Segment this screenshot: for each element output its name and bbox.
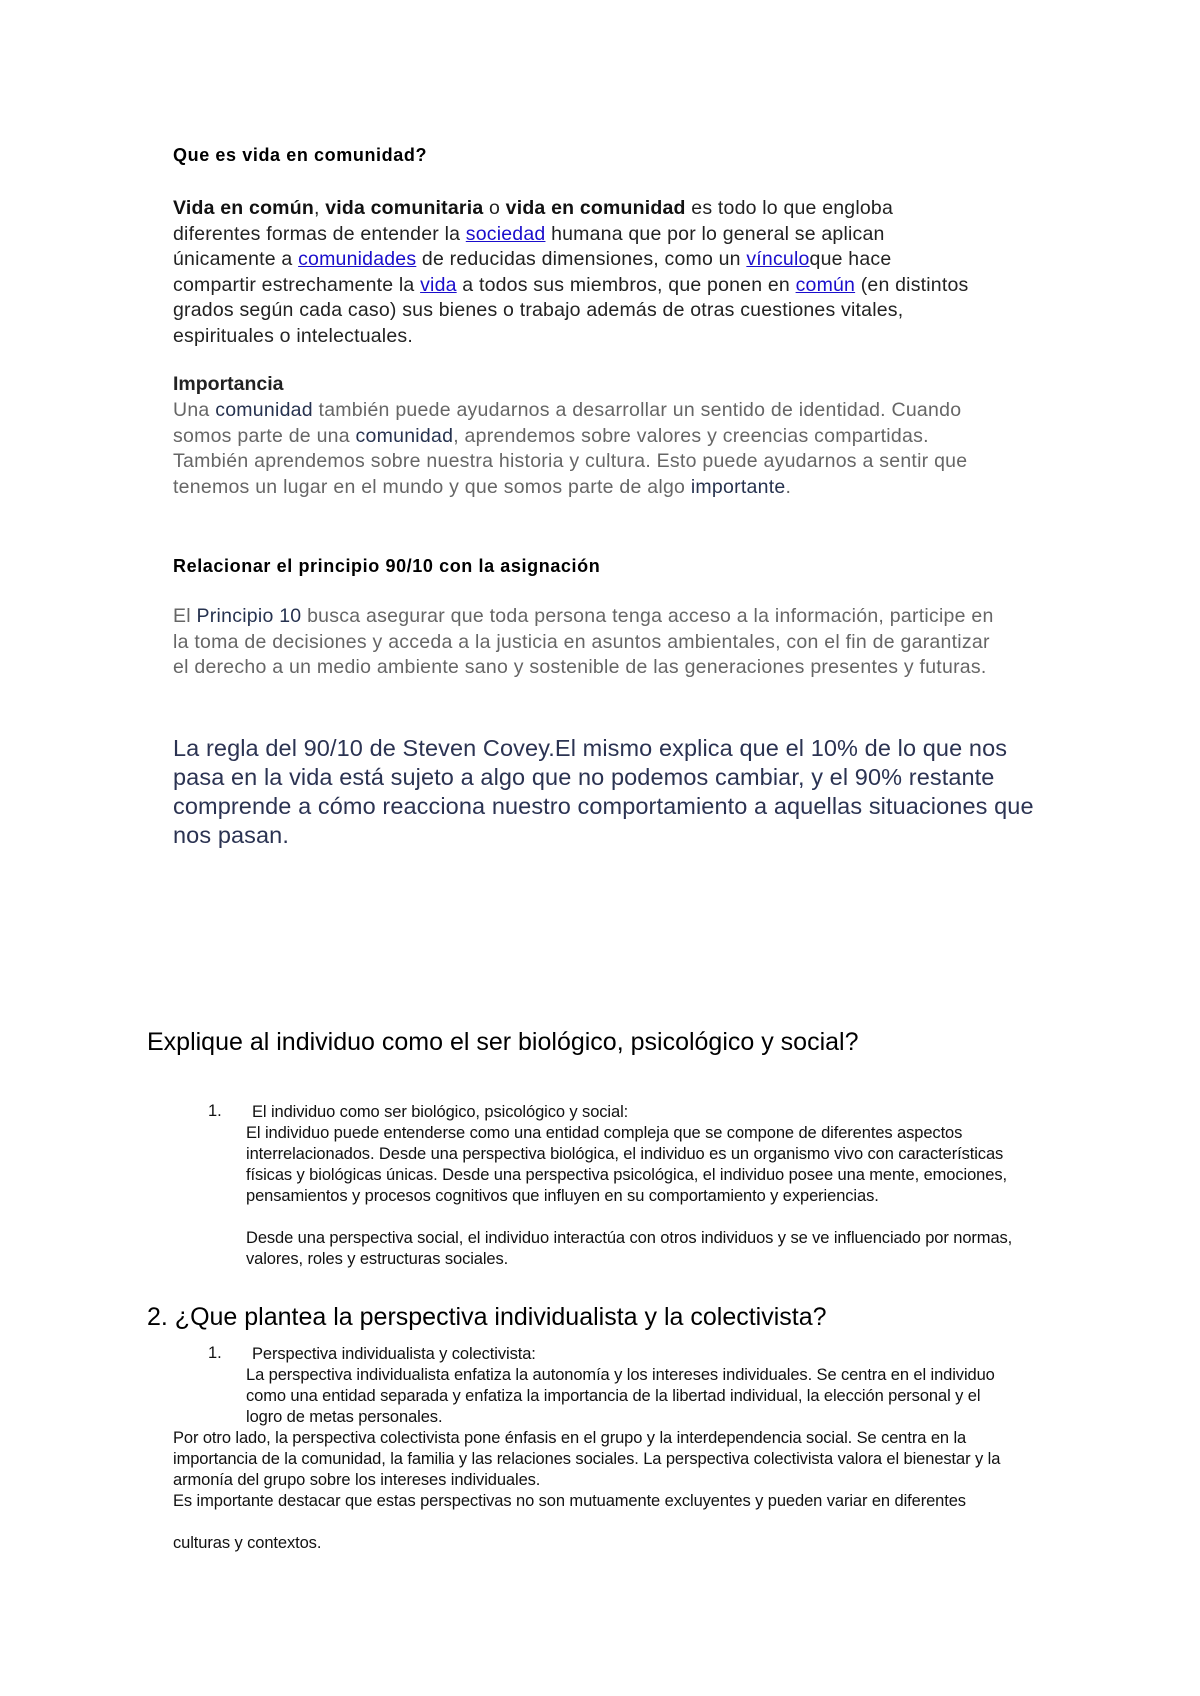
highlight-principio-10: Principio 10 [196,605,302,627]
bold-term: vida comunitaria [325,197,484,219]
section-heading-vida-comunidad: Que es vida en comunidad? [173,145,428,165]
highlight-comunidad: comunidad [215,399,313,421]
text-run: que hace compartir estrechamente la [173,248,892,296]
list-item-label: El individuo como ser biológico, psicológico y social: [252,1103,629,1121]
text-run: también puede ayudarnos a desarrollar un sentido de identidad. Cuando somos parte de una [173,399,962,447]
vida-comunidad-paragraph [173,196,973,349]
individuo-social-paragraph: Desde una perspectiva social, el individuo interactúa con otros individuos y se ve influenciado por normas, valores, roles y estructuras sociales. [246,1229,1013,1268]
text-run: , [313,197,326,219]
highlight-importante: importante [690,475,786,498]
section-heading-principio-90-10: Relacionar el principio 90/10 con la asignación [173,556,601,576]
text-run: o [483,197,506,219]
colectivista-paragraph: Por otro lado, la perspectiva colectivista pone énfasis en el grupo y la interdependencia social. Se centra en la importancia de la comunidad, la familia y las relaciones sociales. La perspectiva colectivista valora el bienestar y la armonía del grupo sobre los intereses individuales. [173,1429,1001,1489]
list-number: 1. [208,1102,222,1120]
text-run: . [785,475,792,498]
link-comun[interactable]: común [795,273,856,296]
bold-term: vida en comunidad [505,197,686,219]
importancia-paragraph [173,398,973,500]
bold-term: Vida en común [173,197,314,219]
text-run: humana que por lo general se aplican únicamente a [173,222,885,270]
link-comunidades[interactable]: comunidades [298,248,417,270]
text-run: de reducidas dimensiones, como un [416,248,747,270]
covey-paragraph: La regla del 90/10 de Steven Covey.El mismo explica que el 10% de lo que nos pasa en la vida está sujeto a algo que no podemos cambiar, y el 90% restante comprende a cómo reacciona nuestro comportamiento a aquellas situaciones que nos pasan. [173,735,1034,848]
text-run: busca asegurar que toda persona tenga acceso a la información, participe en la toma de decisiones y acceda a la justicia en asuntos ambientales, con el fin de garantizar el derecho a un medio ambiente sano y sostenible de las generaciones presentes y futuras. [173,605,994,678]
section-heading-individuo: Explique al individuo como el ser biológico, psicológico y social? [147,1028,859,1056]
link-sociedad[interactable]: sociedad [465,222,546,245]
link-vinculo[interactable]: vínculo [746,248,810,270]
text-run: , aprendemos sobre valores y creencias compartidas. También aprendemos sobre nuestra historia y cultura. Esto puede ayudarnos a sentir que tenemos un lugar en el mundo y que somos parte de algo [173,424,968,498]
text-run: a todos sus miembros, que ponen en [456,273,796,296]
individuo-body-paragraph: El individuo puede entenderse como una entidad compleja que se compone de diferentes aspectos interrelacionados. Desde una perspectiva biológica, el individuo es un organismo vivo con características físicas y biológicas únicas. Desde una perspectiva psicológica, el individuo posee una mente, emociones, pensamientos y procesos cognitivos que influyen en su comportamiento y experiencias. [246,1124,1007,1205]
text-run: El [173,605,197,627]
list-number: 1. [208,1344,222,1362]
highlight-comunidad: comunidad [355,424,454,447]
principio-10-paragraph [173,604,1003,681]
text-run: (en distintos grados según cada caso) sus bienes o trabajo además de otras cuestiones vitales, espirituales o intelectuales. [173,273,969,347]
text-run: Una [173,399,216,421]
individualista-paragraph: La perspectiva individualista enfatiza la autonomía y los intereses individuales. Se centra en el individuo como una entidad separada y enfatiza la importancia de la libertad individual, la elección personal y el logro de metas personales. [246,1366,995,1426]
conclusion-paragraph-end: culturas y contextos. [173,1534,322,1552]
importancia-heading: Importancia [173,373,284,395]
text-run: es todo lo que engloba diferentes formas de entender la [173,197,894,245]
list-item-label: Perspectiva individualista y colectivista: [252,1345,536,1363]
conclusion-paragraph: Es importante destacar que estas perspectivas no son mutuamente excluyentes y pueden variar en diferentes [173,1492,966,1510]
section-heading-perspectivas: 2. ¿Que plantea la perspectiva individualista y la colectivista? [147,1303,827,1331]
link-vida[interactable]: vida [420,273,457,296]
